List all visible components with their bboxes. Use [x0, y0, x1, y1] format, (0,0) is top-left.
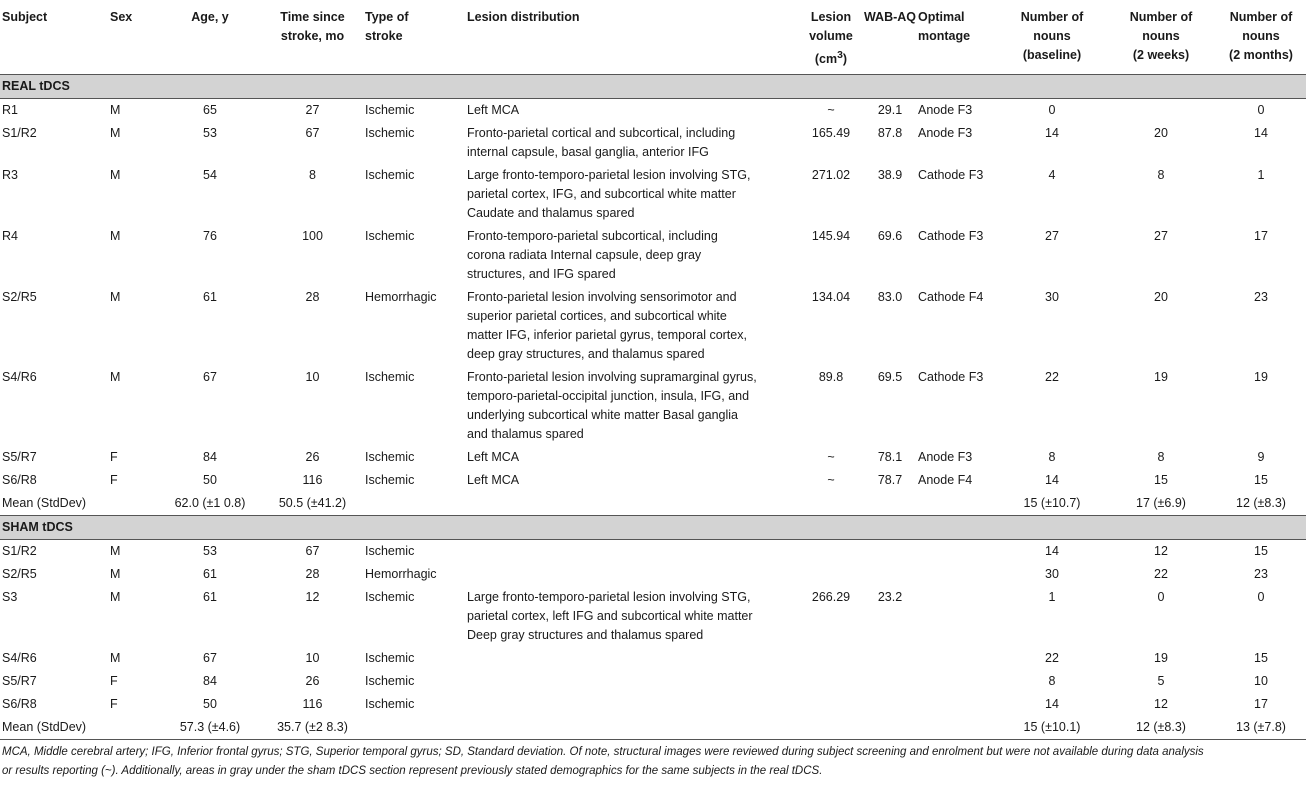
mean-nouns-baseline: 15 (±10.1) [998, 716, 1106, 740]
cell-type-of-stroke: Ischemic [365, 590, 415, 605]
cell-empty [365, 716, 467, 740]
cell-nouns-2-weeks [1106, 99, 1216, 123]
cell-age: 67 [203, 651, 217, 666]
cell-time-since-stroke: 67 [305, 544, 320, 559]
cell-nouns-2-weeks: 20 [1154, 126, 1168, 141]
lesion-line: Fronto-parietal lesion involving supramarginal gyrus, [467, 370, 757, 385]
cell-nouns-baseline: 22 [1045, 370, 1059, 385]
lesion-line: Caudate and thalamus spared [467, 206, 635, 221]
header-nouns-baseline: Number of nouns (baseline) [998, 0, 1106, 75]
cell-wab-aq: 69.6 [877, 229, 903, 244]
cell-nouns-baseline: 14 [1045, 697, 1059, 712]
cell-wab-aq [862, 693, 918, 716]
cell-lesion-distribution [467, 286, 800, 366]
mean-nouns-baseline: 15 (±10.7) [998, 492, 1106, 516]
header-age: Age, y [160, 0, 260, 75]
cell-optimal-montage: Cathode F4 [918, 290, 984, 305]
table-body [0, 75, 1306, 740]
cell-lesion-distribution [467, 693, 800, 716]
cell-subject: S6/R8 [2, 473, 37, 488]
cell-empty [467, 492, 800, 516]
table-footnote [2, 743, 1302, 781]
cell-empty [800, 492, 862, 516]
mean-nouns-2-months: 13 (±7.8) [1216, 716, 1306, 740]
cell-age: 84 [203, 450, 217, 465]
cell-empty [800, 716, 862, 740]
section-label: SHAM tDCS [0, 516, 1306, 540]
cell-wab-aq [862, 563, 918, 586]
cell-nouns-2-months: 23 [1254, 290, 1268, 305]
cell-nouns-2-months: 17 [1254, 229, 1268, 244]
table-row [0, 563, 1306, 586]
header-time-since-stroke: Time since stroke, mo [260, 0, 365, 75]
table-row [0, 540, 1306, 564]
cell-sex: F [110, 697, 118, 712]
cell-wab-aq: 83.0 [877, 290, 903, 305]
cell-optimal-montage: Anode F3 [918, 103, 973, 118]
cell-lesion-distribution [467, 563, 800, 586]
cell-subject: S4/R6 [2, 370, 37, 385]
cell-nouns-2-weeks: 15 [1154, 473, 1168, 488]
mean-nouns-2-months: 12 (±8.3) [1216, 492, 1306, 516]
table-row [0, 366, 1306, 446]
cell-subject: S5/R7 [2, 674, 37, 689]
cell-optimal-montage [918, 670, 998, 693]
mean-label: Mean (StdDev) [0, 716, 110, 740]
cell-nouns-2-months: 23 [1254, 567, 1268, 582]
cell-type-of-stroke: Ischemic [365, 473, 415, 488]
cell-sex: M [110, 229, 121, 244]
cell-empty [918, 716, 998, 740]
lesion-line: parietal cortex, IFG, and subcortical white matter [467, 187, 736, 202]
cell-lesion-volume [800, 540, 862, 564]
cell-type-of-stroke: Ischemic [365, 450, 415, 465]
header-type-of-stroke: Type of stroke [365, 0, 467, 75]
cell-optimal-montage: Cathode F3 [918, 370, 984, 385]
cell-nouns-baseline: 27 [1045, 229, 1059, 244]
header-row [0, 0, 1306, 75]
cell-nouns-2-weeks: 0 [1157, 590, 1165, 605]
cell-sex: M [110, 168, 121, 183]
lesion-line: and thalamus spared [467, 427, 584, 442]
cell-sex: F [110, 473, 118, 488]
cell-subject: S1/R2 [2, 544, 37, 559]
cell-time-since-stroke: 116 [302, 697, 323, 712]
cell-lesion-distribution [467, 164, 800, 225]
cell-nouns-2-weeks: 19 [1154, 651, 1168, 666]
cell-nouns-2-weeks: 12 [1154, 544, 1168, 559]
cell-age: 50 [203, 697, 217, 712]
cell-empty [110, 716, 160, 740]
lesion-line: Left MCA [467, 103, 520, 118]
cell-lesion-volume: 266.29 [811, 590, 851, 605]
cell-nouns-2-weeks: 8 [1157, 168, 1165, 183]
mean-age: 62.0 (±1 0.8) [160, 492, 260, 516]
cell-lesion-distribution [467, 647, 800, 670]
cell-nouns-2-weeks: 20 [1154, 290, 1168, 305]
cell-wab-aq [862, 540, 918, 564]
cell-time-since-stroke: 8 [309, 168, 316, 183]
cell-optimal-montage [918, 693, 998, 716]
cell-sex: M [110, 290, 121, 305]
cell-type-of-stroke: Ischemic [365, 229, 415, 244]
cell-age: 84 [203, 674, 217, 689]
cell-time-since-stroke: 116 [302, 473, 323, 488]
cell-subject: R3 [2, 168, 18, 183]
table-row [0, 586, 1306, 647]
cell-nouns-2-months: 0 [1257, 103, 1265, 118]
cell-lesion-volume: ~ [827, 473, 835, 488]
cell-lesion-volume: 271.02 [811, 168, 851, 183]
cell-wab-aq [862, 647, 918, 670]
cell-empty [365, 492, 467, 516]
cell-nouns-2-months: 14 [1254, 126, 1268, 141]
cell-lesion-volume: 165.49 [811, 126, 851, 141]
cell-lesion-distribution [467, 670, 800, 693]
cell-nouns-baseline: 30 [1045, 290, 1059, 305]
header-lesion-distribution: Lesion distribution [467, 0, 800, 75]
cell-time-since-stroke: 12 [305, 590, 320, 605]
cell-type-of-stroke: Ischemic [365, 651, 415, 666]
cell-nouns-baseline: 0 [1048, 103, 1056, 118]
cell-lesion-volume: ~ [827, 103, 835, 118]
mean-time-since-stroke: 35.7 (±2 8.3) [260, 716, 365, 740]
cell-nouns-baseline: 14 [1045, 544, 1059, 559]
mean-nouns-2-weeks: 17 (±6.9) [1106, 492, 1216, 516]
mean-nouns-2-weeks: 12 (±8.3) [1106, 716, 1216, 740]
cell-age: 67 [203, 370, 217, 385]
cell-lesion-volume: 134.04 [811, 290, 851, 305]
header-sex: Sex [110, 0, 160, 75]
footnote-line: MCA, Middle cerebral artery; IFG, Inferior frontal gyrus; STG, Superior temporal gyrus; SD, Standard deviation. Of note, structural images were reviewed during subject screening and enrolment but were not available during data analysis [2, 746, 1204, 758]
lesion-line: parietal cortex, left IFG and subcortical white matter [467, 609, 753, 624]
cell-empty [467, 716, 800, 740]
cell-optimal-montage [918, 586, 998, 647]
cell-wab-aq: 69.5 [877, 370, 903, 385]
cell-lesion-volume: 89.8 [818, 370, 844, 385]
cell-sex: F [110, 450, 118, 465]
mean-row [0, 492, 1306, 516]
cell-nouns-2-months: 9 [1257, 450, 1265, 465]
lesion-line: superior parietal cortices, and subcortical white [467, 309, 727, 324]
cell-sex: M [110, 103, 121, 118]
table-row [0, 446, 1306, 469]
cell-lesion-distribution [467, 366, 800, 446]
lesion-line: Left MCA [467, 450, 520, 465]
cell-lesion-distribution [467, 586, 800, 647]
cell-age: 61 [203, 567, 217, 582]
cell-nouns-baseline: 14 [1045, 126, 1059, 141]
cell-optimal-montage [918, 540, 998, 564]
table-row [0, 122, 1306, 164]
cell-sex: M [110, 126, 121, 141]
lesion-line: Large fronto-temporo-parietal lesion involving STG, [467, 168, 751, 183]
cell-nouns-2-weeks: 19 [1154, 370, 1168, 385]
cell-nouns-2-months: 0 [1257, 590, 1265, 605]
table-row [0, 164, 1306, 225]
lesion-line: temporo-parietal-occipital junction, insula, IFG, and [467, 389, 750, 404]
cell-lesion-volume [800, 563, 862, 586]
cell-sex: M [110, 590, 121, 605]
table-row [0, 286, 1306, 366]
header-optimal-montage: Optimal montage [918, 0, 998, 75]
table-row [0, 225, 1306, 286]
cell-nouns-2-weeks: 8 [1157, 450, 1165, 465]
cell-subject: S3 [2, 590, 18, 605]
cell-nouns-2-months: 15 [1254, 651, 1268, 666]
lesion-line: matter IFG, inferior parietal gyrus, temporal cortex, [467, 328, 747, 343]
header-lesion-volume: Lesion volume $(cm^3)$ [800, 0, 862, 75]
cell-wab-aq: 78.7 [877, 473, 903, 488]
cell-time-since-stroke: 26 [305, 450, 320, 465]
cell-wab-aq: 87.8 [877, 126, 903, 141]
cell-lesion-volume [800, 670, 862, 693]
cell-nouns-baseline: 14 [1045, 473, 1059, 488]
table-row [0, 693, 1306, 716]
cell-empty [918, 492, 998, 516]
cell-nouns-2-months: 17 [1254, 697, 1268, 712]
cell-wab-aq: 23.2 [877, 590, 903, 605]
cell-type-of-stroke: Ischemic [365, 370, 415, 385]
cell-wab-aq: 78.1 [877, 450, 903, 465]
table-row [0, 670, 1306, 693]
cell-nouns-baseline: 22 [1045, 651, 1059, 666]
cell-type-of-stroke: Ischemic [365, 126, 415, 141]
cell-subject: S2/R5 [2, 567, 37, 582]
cell-age: 53 [203, 544, 217, 559]
cell-lesion-distribution [467, 225, 800, 286]
lesion-line: Large fronto-temporo-parietal lesion involving STG, [467, 590, 751, 605]
cell-wab-aq [862, 670, 918, 693]
header-nouns-2-weeks: Number of nouns (2 weeks) [1106, 0, 1216, 75]
cell-time-since-stroke: 100 [302, 229, 323, 244]
mean-label: Mean (StdDev) [0, 492, 110, 516]
cell-age: 53 [203, 126, 217, 141]
cell-age: 50 [203, 473, 217, 488]
cell-age: 65 [203, 103, 217, 118]
cell-nouns-baseline: 1 [1048, 590, 1056, 605]
cell-optimal-montage: Cathode F3 [918, 229, 984, 244]
cell-type-of-stroke: Hemorrhagic [365, 290, 437, 305]
cell-empty [862, 492, 918, 516]
cell-time-since-stroke: 28 [305, 567, 320, 582]
mean-time-since-stroke: 50.5 (±41.2) [260, 492, 365, 516]
cell-type-of-stroke: Ischemic [365, 168, 415, 183]
mean-row [0, 716, 1306, 740]
cell-empty [110, 492, 160, 516]
cell-nouns-2-weeks: 5 [1157, 674, 1165, 689]
cell-optimal-montage: Anode F4 [918, 473, 973, 488]
cell-optimal-montage: Cathode F3 [918, 168, 984, 183]
cell-lesion-distribution [467, 446, 800, 469]
cell-lesion-volume [800, 647, 862, 670]
lesion-line: structures, and IFG spared [467, 267, 616, 282]
lesion-line: corona radiata Internal capsule, deep gray [467, 248, 702, 263]
cell-optimal-montage [918, 563, 998, 586]
cell-nouns-2-weeks: 27 [1154, 229, 1168, 244]
cell-wab-aq: 29.1 [877, 103, 903, 118]
lesion-line: Deep gray structures and thalamus spared [467, 628, 704, 643]
cell-optimal-montage [918, 647, 998, 670]
cell-subject: S2/R5 [2, 290, 37, 305]
cell-nouns-2-months: 10 [1254, 674, 1268, 689]
cell-time-since-stroke: 67 [305, 126, 320, 141]
lesion-line: Left MCA [467, 473, 520, 488]
table-row [0, 99, 1306, 123]
cell-optimal-montage: Anode F3 [918, 450, 973, 465]
header-wab-aq: WAB-AQ [862, 0, 918, 75]
cell-subject: S4/R6 [2, 651, 37, 666]
cell-time-since-stroke: 10 [305, 370, 320, 385]
table-row [0, 469, 1306, 492]
cell-lesion-volume [800, 693, 862, 716]
cell-time-since-stroke: 27 [305, 103, 320, 118]
cell-type-of-stroke: Ischemic [365, 674, 415, 689]
cell-time-since-stroke: 10 [305, 651, 320, 666]
section-header-row [0, 516, 1306, 540]
cell-sex: M [110, 567, 121, 582]
cell-lesion-distribution [467, 540, 800, 564]
cell-sex: M [110, 544, 121, 559]
table-header [0, 0, 1306, 75]
cell-type-of-stroke: Ischemic [365, 544, 415, 559]
cell-type-of-stroke: Hemorrhagic [365, 567, 437, 582]
cell-nouns-2-weeks: 22 [1154, 567, 1168, 582]
cell-time-since-stroke: 26 [305, 674, 320, 689]
header-nouns-2-months: Number of nouns (2 months) [1216, 0, 1306, 75]
table-row [0, 647, 1306, 670]
cell-subject: R4 [2, 229, 18, 244]
cell-sex: M [110, 651, 121, 666]
cell-lesion-distribution [467, 469, 800, 492]
cell-time-since-stroke: 28 [305, 290, 320, 305]
cell-subject: S6/R8 [2, 697, 37, 712]
cell-nouns-baseline: 8 [1048, 674, 1056, 689]
cell-nouns-2-months: 1 [1257, 168, 1265, 183]
cell-subject: S1/R2 [2, 126, 37, 141]
cell-wab-aq: 38.9 [877, 168, 903, 183]
mean-age: 57.3 (±4.6) [160, 716, 260, 740]
cell-nouns-baseline: 8 [1048, 450, 1056, 465]
cell-nouns-baseline: 4 [1048, 168, 1056, 183]
cell-subject: S5/R7 [2, 450, 37, 465]
cell-nouns-2-months: 15 [1254, 473, 1268, 488]
cell-sex: M [110, 370, 121, 385]
lesion-line: Fronto-parietal cortical and subcortical, including [467, 126, 736, 141]
footnote-line: or results reporting (~). Additionally, areas in gray under the sham tDCS section represent previously stated demographics for the same subjects in the real tDCS. [2, 765, 823, 777]
lesion-line: deep gray structures, and thalamus spared [467, 347, 705, 362]
cell-nouns-2-weeks: 12 [1154, 697, 1168, 712]
cell-type-of-stroke: Ischemic [365, 697, 415, 712]
cell-empty [862, 716, 918, 740]
cell-lesion-volume: 145.94 [811, 229, 851, 244]
cell-nouns-2-months: 19 [1254, 370, 1268, 385]
lesion-line: internal capsule, basal ganglia, anterior IFG [467, 145, 709, 160]
cell-type-of-stroke: Ischemic [365, 103, 415, 118]
lesion-line: underlying subcortical white matter Basal ganglia [467, 408, 738, 423]
lesion-line: Fronto-parietal lesion involving sensorimotor and [467, 290, 737, 305]
cell-subject: R1 [2, 103, 18, 118]
lesion-line: Fronto-temporo-parietal subcortical, including [467, 229, 718, 244]
header-subject: Subject [0, 0, 110, 75]
cell-lesion-distribution [467, 122, 800, 164]
cell-lesion-volume: ~ [827, 450, 835, 465]
cell-age: 76 [203, 229, 217, 244]
cell-lesion-distribution [467, 99, 800, 123]
cell-age: 61 [203, 290, 217, 305]
cell-age: 54 [203, 168, 217, 183]
cell-optimal-montage: Anode F3 [918, 126, 973, 141]
cell-sex: F [110, 674, 118, 689]
cell-nouns-2-months: 15 [1254, 544, 1268, 559]
section-header-row [0, 75, 1306, 99]
cell-age: 61 [203, 590, 217, 605]
cell-nouns-baseline: 30 [1045, 567, 1059, 582]
section-label: REAL tDCS [0, 75, 1306, 99]
